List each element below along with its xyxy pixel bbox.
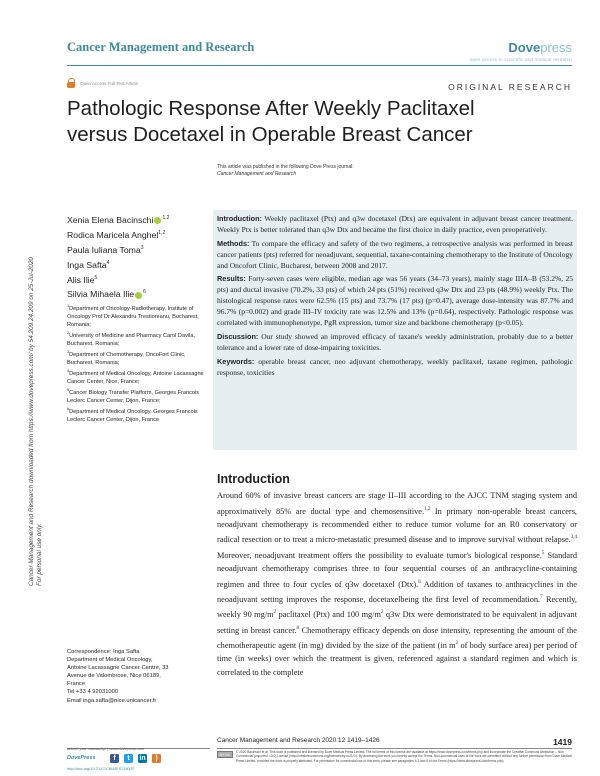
citation-ref[interactable]: 3,4 <box>570 535 577 541</box>
page-number: 1419 <box>553 737 572 747</box>
author-name: Paula Iuliana Toma <box>67 244 141 255</box>
abstract-text: operable breast cancer, neo adjuvant chemotherapy, weekly paclitaxel, taxane regimen, pathologic response, toxicities <box>217 356 573 377</box>
author-item[interactable] <box>67 257 212 272</box>
abstract-label: Results: <box>217 274 246 284</box>
affiliation-item <box>67 405 212 424</box>
abstract-label: Methods: <box>217 238 250 248</box>
correspondence-email[interactable]: Email inga.safta@nice.unicancer.fr <box>67 697 157 704</box>
affiliation-text: University of Medicine and Pharmacy Carol Davila, Bucharest, Romania; <box>67 333 196 348</box>
affiliation-num: 5 <box>67 388 70 393</box>
twitter-icon[interactable]: t <box>124 754 133 763</box>
header-divider <box>67 65 572 66</box>
superscript: 2 <box>455 640 459 646</box>
author-name: Inga Safta <box>67 259 107 270</box>
author-item[interactable] <box>67 286 212 301</box>
affiliation-text: Department of Medical Oncology, Georges Francois Leclerc Cancer Center, Dijon, France <box>67 409 198 424</box>
citation-ref[interactable]: 6 <box>418 579 421 585</box>
intro-text-run: Chemotherapy efficacy depends on dose intensity, representing the amount of the chemotherapeutic agent (in mg) divided by the size of the patient (in m <box>217 625 577 650</box>
correspondence-line: Correspondence: Inga Safta <box>67 649 140 655</box>
title-line-1: Pathologic Response After Weekly Paclitaxel <box>67 97 475 120</box>
affiliation-text: Department of Chemotherapy, OncoFort Clinic, Bucharest, Romania; <box>67 352 186 367</box>
intro-text-run: In primary non-operable breast cancers, neoadjuvant chemotherapy is recommended either to reduce tumor volume for an R0 conservatory or radical resection or to treat a micro-metastatic presumed disease and to improve survival without relapse. <box>217 506 577 545</box>
affiliation-num: 3 <box>67 350 70 355</box>
correspondence-block <box>67 648 212 705</box>
author-item[interactable] <box>67 242 212 257</box>
section-heading-introduction: Introduction <box>217 472 290 486</box>
abstract-text: Our study showed an improved efficacy of taxane's weekly administration, probably due to a better tolerance and a lower rate of dose-impairing toxicities. <box>217 331 573 353</box>
author-name: Xenia Elena Bacinschi <box>67 214 154 225</box>
citation-ref[interactable]: 7 <box>540 594 543 600</box>
intro-text-run: Around 60% of invasive breast cancers are stage II–III according to the AJCC TNM staging system and approximatively 85% are ductal type and chemosensitive. <box>217 491 577 516</box>
facebook-icon[interactable]: f <box>110 754 119 763</box>
author-affiliation-sup: 5 <box>94 274 98 281</box>
author-affiliation-sup: 1,2 <box>158 229 166 236</box>
creative-commons-badge[interactable]: BY NC <box>217 751 233 758</box>
publisher-logo[interactable] <box>508 40 572 55</box>
abstract-discussion <box>217 331 573 353</box>
open-lock-icon <box>67 78 75 88</box>
open-access-badge <box>67 78 138 88</box>
published-note <box>217 164 354 178</box>
affiliation-item <box>67 348 212 367</box>
affiliation-item <box>67 367 212 386</box>
author-name: Silvia Mihaela Ilie <box>67 289 135 300</box>
affiliation-item <box>67 386 212 405</box>
abstract-results <box>217 273 573 328</box>
affiliation-list <box>67 302 212 424</box>
intro-text-run: q3w Dtx were demonstrated to be equivalent in adjuvant setting in breast cancer. <box>217 609 578 635</box>
published-note-journal: Cancer Management and Research <box>217 171 297 177</box>
abstract-text: Forty-seven cases were eligible, median age was 56 years (34–73 years), mainly stage IIIA–B (53.2%, 25 pts) and ductal invasive (70.2%, 33 pts) of which 24 pts (51%) received q3w Dtx and 23 pts (48.9%) weekly Ptx. The histological response rates were 62.5% (15 pts) and 73.7% (17 pts) (p=0.47), average dose-intensity was 87.7% and 96.7% (p=0.002) and grade III–IV toxicity rate was 12.5% and 13% (p=0.64), respectively. Pathologic response was correlated with immunophenotype, PgR expression, tumor size and backbone chemotherapy (p<0.05). <box>217 274 573 328</box>
correspondence-line: France <box>67 681 86 688</box>
author-affiliation-sup: 4 <box>106 259 110 266</box>
intro-text-run: Recently, weekly 90 mg/m <box>217 594 577 619</box>
download-notice-text <box>28 257 44 586</box>
correspondence-phone: Tel +33 4 92031000 <box>67 689 119 696</box>
author-list <box>67 212 212 301</box>
publisher-tagline: open access to scientific and medical research <box>469 57 572 62</box>
introduction-paragraph <box>217 489 577 679</box>
correspondence-line: Antoine Lacassagne Cancer Centre, 33 <box>67 665 169 672</box>
intro-text-run: paclitaxel (Ptx) and 100 mg/m <box>276 609 381 619</box>
title-line-2: versus Docetaxel in Operable Breast Cancer <box>67 123 473 146</box>
author-name: Alis Ilie <box>67 274 95 285</box>
abstract-introduction <box>217 213 573 235</box>
affiliation-text: Cancer Biology Transfer Platform, Georges Francois Leclerc Cancer Center, Dijon, France; <box>67 390 200 405</box>
citation-ref[interactable]: 8 <box>296 625 299 631</box>
doi-link[interactable]: http://doi.org/10.2147/CMAR.S218337 <box>67 766 135 771</box>
article-title <box>67 96 577 148</box>
author-item[interactable] <box>67 272 212 287</box>
intro-text-run: Standard neoadjuvant chemotherapy comprises three to four sequential courses of an anthracycline-containing regimen and three to four cycles of q3w docetaxel (Dtx). <box>217 550 577 589</box>
download-notice-line-1: Cancer Management and Research downloaded from https://www.dovepress.com/ by 54.209.24.209 on 25-Jul-2020 <box>28 257 35 586</box>
intro-text-run: of body surface area) per period of time (in weeks) over which the treatment is given, referenced against a standard regimen and which is correlated to the complete <box>217 640 577 677</box>
abstract-label: Keywords: <box>217 356 255 366</box>
published-note-line-1: This article was published in the following Dove Press journal: <box>217 164 354 170</box>
affiliation-num: 4 <box>67 369 70 374</box>
article-type: ORIGINAL RESEARCH <box>448 82 572 92</box>
orcid-icon[interactable] <box>135 292 142 299</box>
journal-name: Cancer Management and Research <box>67 40 255 54</box>
orcid-icon[interactable] <box>154 217 161 224</box>
superscript: 2 <box>273 610 277 616</box>
author-affiliation-sup: 6 <box>143 289 146 296</box>
download-notice-line-2: For personal use only. <box>36 523 43 586</box>
intro-text-run: Addition of taxanes to anthracyclines in the neoadjuvant setting improves the response, docetaxelbeing the first level of recommendation. <box>217 579 578 604</box>
citation-ref[interactable]: 5 <box>541 550 545 556</box>
footer-citation: Cancer Management and Research 2020:12 1419–1426 <box>217 737 380 744</box>
submit-manuscript-link[interactable]: submit your manuscript | www.dovepress.com <box>67 747 145 751</box>
abstract <box>217 213 573 380</box>
social-links <box>110 754 161 763</box>
author-name: Rodica Maricela Anghel <box>67 229 159 240</box>
affiliation-item <box>67 329 212 348</box>
intro-text-run: Moreover, neoadjuvant treatment offers the possibility to evaluate tumor's biological response. <box>217 550 542 560</box>
publisher-logo-b: press <box>540 40 572 55</box>
abstract-label: Introduction: <box>217 214 262 223</box>
author-item[interactable] <box>67 212 212 227</box>
linkedin-icon[interactable]: in <box>139 755 146 762</box>
citation-ref[interactable]: 1,2 <box>424 506 431 512</box>
download-notice <box>20 116 43 586</box>
correspondence-line: Avenue de Valombrose, Nice 06189, <box>67 673 161 680</box>
abstract-text: To compare the efficacy and safety of the two regimens, a retrospective analysis was performed in breast cancer patients (pts) referred for neoadjuvant, sequential, taxane-containing chemotherapy to the Institute of Oncology and Oncofort Clinic, Bucharest, between 2008 and 2017. <box>217 238 573 270</box>
publisher-logo-a: Dove <box>508 40 541 55</box>
abstract-label: Discussion: <box>217 331 259 341</box>
abstract-keywords <box>217 356 573 378</box>
affiliation-num: 6 <box>67 407 70 412</box>
affiliation-num: 2 <box>67 331 70 336</box>
footer-publisher-logo[interactable]: DovePress <box>67 755 96 761</box>
license-text: © 2020 Bacinschi et al. This work is published and licensed by Dove Medical Press Limited. The full terms of this license are available at https://www.dovepress.com/terms.php and incorporate the Creative Commons Attribution – Non Commercial (unported, v3.0) License (http://creativecommons.org/licenses/by-nc/3.0/). By accessing the work you hereby accept the Terms. Non-commercial uses of the work are permitted without any further permission from Dove Medical Press Limited, provided the work is properly attributed. For permission for commercial use of this work, please see paragraphs 4.2 and 5 of our Terms (https://www.dovepress.com/terms.php). <box>236 750 572 763</box>
abstract-text: Weekly paclitaxel (Ptx) and q3w docetaxel (Dtx) are equivalent in adjuvant breast cancer treatment. Weekly Ptx is better tolerated than q3w Dtx and became the first choice in daily practice, even preoperatively. <box>217 214 573 235</box>
affiliation-num: 1 <box>67 304 70 308</box>
author-affiliation-sup: 1,2 <box>162 215 170 221</box>
superscript: 2 <box>380 610 384 616</box>
affiliation-item <box>67 302 212 329</box>
correspondence-line: Department of Medical Oncology, <box>67 657 153 664</box>
open-access-label: Open Access Full Text Article <box>80 80 138 86</box>
affiliation-text: Department of Oncology-Radiotherapy, Institute of Oncology Prof Dr Alexandru Trestioreanu, Bucharest, Romania; <box>67 305 199 329</box>
author-item[interactable] <box>67 227 212 242</box>
author-affiliation-sup: 3 <box>140 244 144 251</box>
footer-divider-right <box>217 748 572 749</box>
affiliation-text: Department of Medical Oncology, Antoine Lacassagne Cancer Center, Nice, France; <box>67 371 204 386</box>
rss-icon[interactable]: ) <box>152 754 161 763</box>
abstract-methods <box>217 238 573 271</box>
